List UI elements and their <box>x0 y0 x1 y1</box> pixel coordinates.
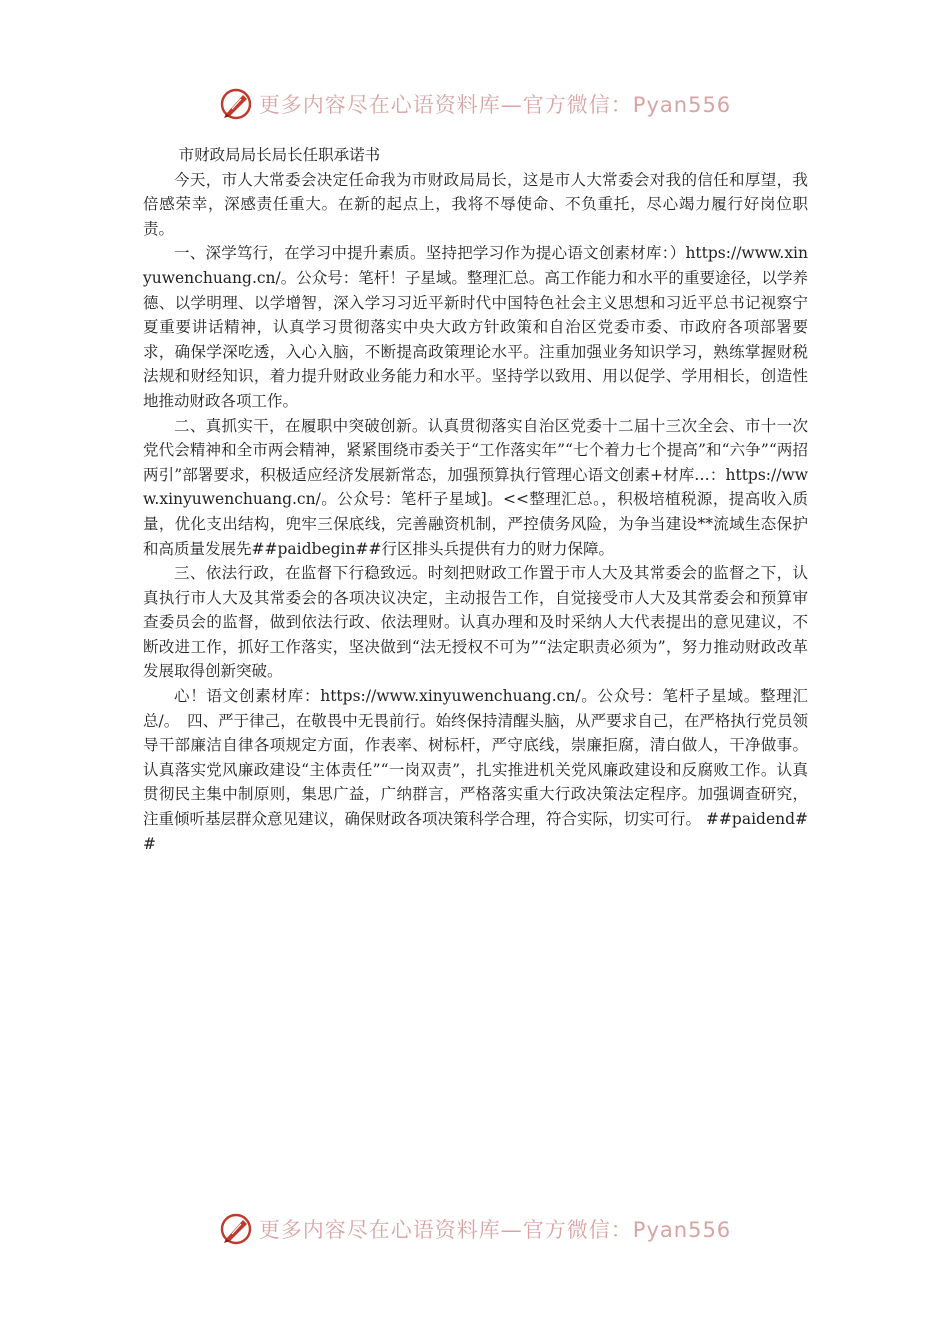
footer-watermark-text: 更多内容尽在心语资料库—官方微信：Pyan556 <box>258 1218 732 1242</box>
pen-logo-icon <box>219 1212 253 1246</box>
paragraph-practice: 二、真抓实干，在履职中突破创新。认真贯彻落实自治区党委十二届十三次全会、市十一次党代会精神和全市两会精神，紧紧围绕市委关于“工作落实年”“七个着力七个提高”和“六争”“两招两引”部署要求，积极适应经济发展新常态，加强预算执行管理心语文创素+材库…：https://www.xinyuwenchuang.cn/。公众号：笔杆子星域]。<<整理汇总。，积极培植税源，提高收入质量，优化支出结构，兜牢三保底线，完善融资机制，严控债务风险，为争当建设**流域生态保护和高质量发展先##paidbegin##行区排头兵提供有力的财力保障。 <box>143 416 808 558</box>
pen-logo-icon <box>219 87 253 121</box>
header-watermark-text: 更多内容尽在心语资料库—官方微信：Pyan556 <box>258 93 732 117</box>
paragraph-intro: 今天，市人大常委会决定任命我为市财政局局长，这是市人大常委会对我的信任和厚望，我倍感荣幸，深感责任重大。在新的起点上，我将不辱使命、不负重托，尽心竭力履行好岗位职责。 <box>143 170 808 238</box>
document-body <box>143 143 808 856</box>
paragraph-law: 三、依法行政，在监督下行稳致远。时刻把财政工作置于市人大及其常委会的监督之下，认真执行市人大及其常委会的各项决议决定，主动报告工作，自觉接受市人大及其常委会和预算审查委员会的监督，做到依法行政、依法理财。认真办理和及时采纳人大代表提出的意见建议，不断改进工作，抓好工作落实，坚决做到“法无授权不可为”“法定职责必须为”，努力推动财政改革发展取得创新突破。 <box>143 564 808 681</box>
document-title: 市财政局局长局长任职承诺书 <box>178 146 381 164</box>
paragraph-discipline: 心！语文创素材库：https://www.xinyuwenchuang.cn/。公众号：笔杆子星域。整理汇总/。 四、严于律己，在敬畏中无畏前行。始终保持清醒头脑，从严要求自己，在严格执行党员领导干部廉洁自律各项规定方面，作表率、树标杆，严守底线，崇廉拒腐，清白做人，干净做事。认真落实党风廉政建设“主体责任”“一岗双责”，扎实推进机关党风廉政建设和反腐败工作。认真贯彻民主集中制原则，集思广益，广纳群言，严格落实重大行政决策法定程序。加强调查研究，注重倾听基层群众意见建议，确保财政各项决策科学合理，符合实际，切实可行。 ##paidend## <box>143 687 809 853</box>
header-watermark <box>0 84 950 124</box>
paragraph-study: 一、深学笃行，在学习中提升素质。坚持把学习作为提心语文创素材库：）https://www.xinyuwenchuang.cn/。公众号：笔杆！子星域。整理汇总。高工作能力和水平的重要途径，以学养德、以学明理、以学增智，深入学习习近平新时代中国特色社会主义思想和习近平总书记视察宁夏重要讲话精神，认真学习贯彻落实中央大政方针政策和自治区党委市委、市政府各项部署要求，确保学深吃透，入心入脑，不断提高政策理论水平。注重加强业务知识学习，熟练掌握财税法规和财经知识，着力提升财政业务能力和水平。坚持学以致用、用以促学、学用相长，创造性地推动财政各项工作。 <box>143 244 808 410</box>
footer-watermark <box>0 1209 950 1249</box>
